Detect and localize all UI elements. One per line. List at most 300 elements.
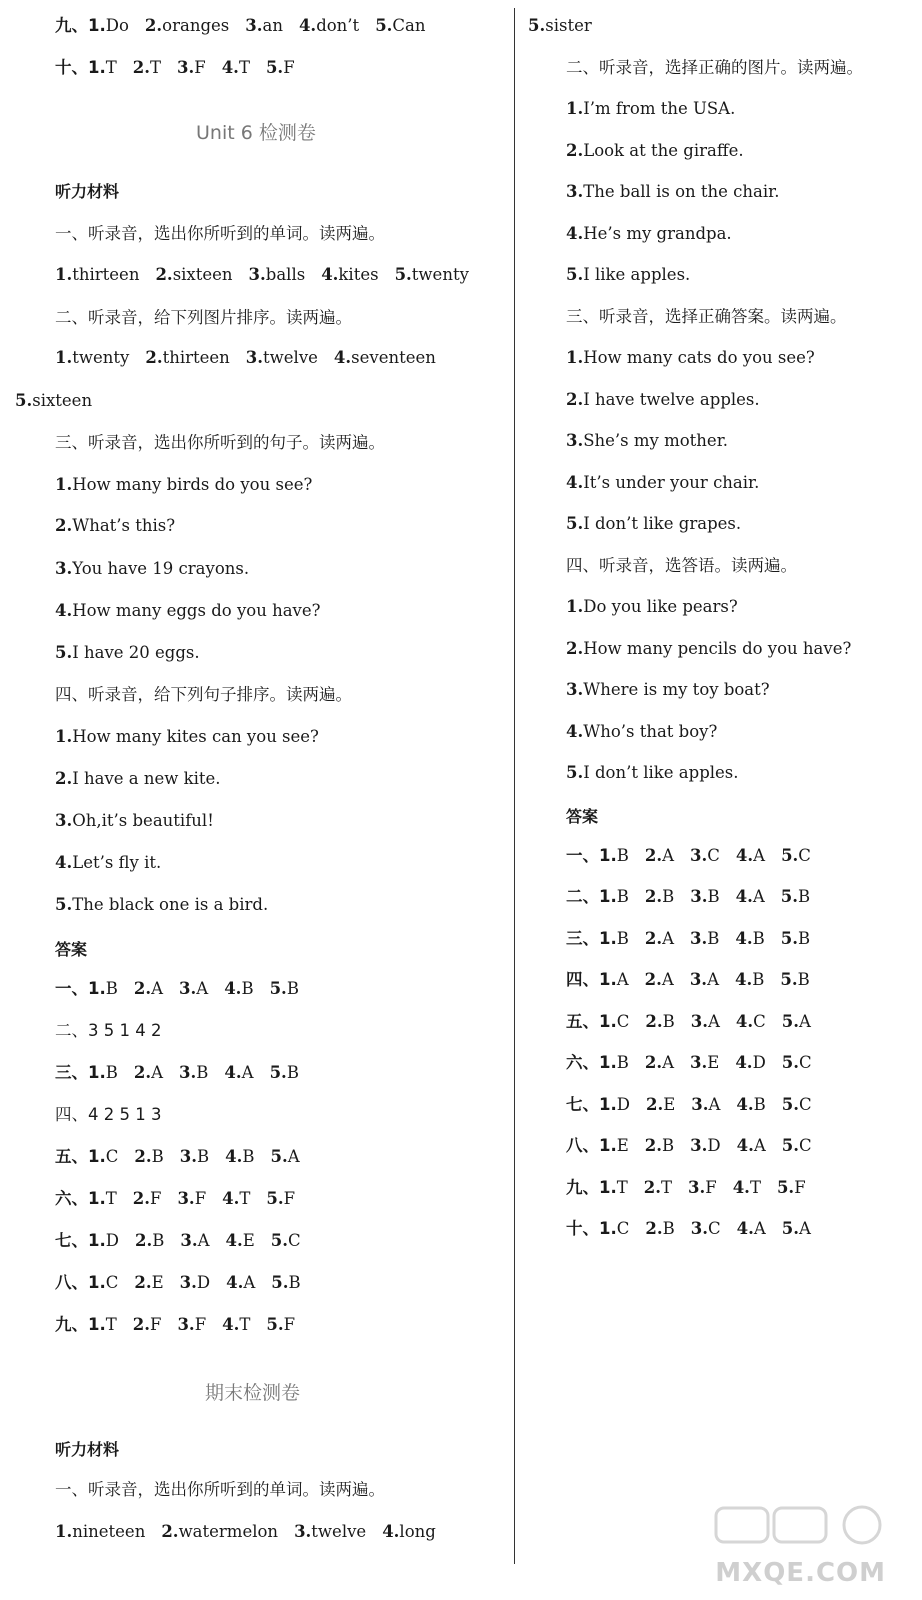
item-text: F [705, 1178, 717, 1197]
item-text: thirteen [162, 348, 230, 367]
item-number: 2. [55, 769, 73, 788]
text-line [566, 970, 810, 990]
text-line [566, 182, 779, 202]
item-text: I like apples. [583, 265, 691, 284]
item-number: 2. [133, 1063, 152, 1082]
final-answers-heading: 答案 [566, 807, 599, 826]
column-divider [514, 8, 515, 1564]
item-text: T [150, 58, 162, 77]
item-text: I have a new kite. [72, 769, 221, 788]
item-number: 1. [55, 475, 73, 494]
item-number: 十、1. [55, 58, 106, 77]
item-number: 七、1. [566, 1095, 617, 1114]
item-text: twelve [263, 348, 318, 367]
item-number: 5. [55, 643, 73, 662]
item-number: 5. [15, 391, 33, 410]
item-number: 1. [55, 348, 73, 367]
item-number: 2. [132, 1315, 150, 1334]
item-text: T [616, 1178, 628, 1197]
item-text: B [616, 1053, 629, 1072]
item-number: 1. [55, 1522, 73, 1541]
item-number: 2. [566, 639, 584, 658]
text-line [566, 1095, 812, 1115]
item-number: 2. [155, 265, 173, 284]
item-text: B [753, 1095, 766, 1114]
item-number: 1. [566, 597, 584, 616]
item-number: 5. [781, 1136, 800, 1155]
item-number: 4. [735, 846, 754, 865]
item-number: 2. [144, 16, 163, 35]
text-line [566, 929, 810, 949]
text-line [566, 639, 851, 659]
text-line [566, 1053, 812, 1073]
item-number: 3. [55, 811, 73, 830]
item-text: What’s this? [72, 516, 176, 535]
item-text: T [239, 1189, 251, 1208]
item-number: 九、1. [566, 1178, 617, 1197]
item-text: twelve [311, 1522, 367, 1541]
text-line [566, 887, 810, 907]
item-number: 5. [270, 1231, 289, 1250]
item-text: B [662, 887, 675, 906]
unit6-title: Unit 6 检测卷 [196, 122, 316, 144]
item-number: 5. [780, 970, 798, 989]
item-number: 2. [133, 979, 152, 998]
item-text: A [151, 979, 164, 998]
item-number: 3. [245, 16, 263, 35]
item-number: 2. [566, 141, 584, 160]
item-text: B [662, 1219, 675, 1238]
item-text: T [105, 1189, 117, 1208]
item-text: Who’s that boy? [583, 722, 718, 741]
item-text: B [798, 887, 811, 906]
final-exam-title: 期末检测卷 [205, 1382, 301, 1404]
item-text: How many pencils do you have? [583, 639, 852, 658]
item-text: sixteen [172, 265, 233, 284]
item-text: How many cats do you see? [583, 348, 815, 367]
item-text: C [799, 1053, 812, 1072]
item-number: 5. [566, 514, 584, 533]
text-line [566, 224, 732, 244]
section-instruction [55, 685, 352, 705]
item-text: an [262, 16, 283, 35]
text-line [566, 390, 760, 410]
item-number: 2. [645, 1219, 663, 1238]
item-number: 3. [566, 182, 584, 201]
text-line [55, 979, 299, 999]
item-number: 3. [179, 1273, 197, 1292]
item-number: 2. [566, 390, 584, 409]
item-text: C [105, 1147, 119, 1166]
item-number: 2. [643, 1178, 661, 1197]
item-text: I don’t like grapes. [583, 514, 742, 533]
item-number: 八、1. [566, 1136, 617, 1155]
item-number: 4. [321, 265, 339, 284]
item-text: Where is my toy boat? [583, 680, 770, 699]
item-number: 4. [736, 1136, 754, 1155]
item-text: B [616, 887, 629, 906]
item-number: 5. [265, 58, 284, 77]
item-text: Let’s fly it. [72, 853, 162, 872]
item-number: 一、1. [566, 846, 617, 865]
item-text: D [707, 1136, 721, 1155]
instruction-text: 四、4 2 5 1 3 [55, 1105, 162, 1124]
item-text: B [286, 979, 299, 998]
text-line [566, 846, 811, 866]
item-text: F [194, 58, 206, 77]
item-number: 4. [735, 1053, 753, 1072]
instruction-text: 四、听录音，选答语。读两遍。 [566, 556, 797, 575]
item-text: A [661, 970, 674, 989]
item-text: A [707, 1012, 720, 1031]
item-text: B [196, 1063, 209, 1082]
item-text: T [661, 1178, 673, 1197]
item-text: don’t [316, 16, 360, 35]
item-number: 1. [566, 99, 584, 118]
item-number: 3. [690, 846, 708, 865]
item-number: 4. [221, 58, 239, 77]
item-text: nineteen [72, 1522, 146, 1541]
item-text: sister [545, 16, 592, 35]
item-number: 六、1. [566, 1053, 617, 1072]
item-text: B [241, 979, 254, 998]
item-number: 3. [179, 1147, 197, 1166]
item-text: balls [265, 265, 306, 284]
item-number: 十、1. [566, 1219, 617, 1238]
item-text: It’s under your chair. [583, 473, 760, 492]
item-text: D [752, 1053, 766, 1072]
text-line [566, 141, 744, 161]
item-text: oranges [162, 16, 230, 35]
item-number: 4. [566, 473, 584, 492]
item-number: 5. [781, 1053, 800, 1072]
item-number: 5. [781, 1012, 799, 1031]
text-line [55, 1231, 301, 1251]
text-line [55, 895, 268, 915]
item-text: B [662, 1012, 675, 1031]
item-number: 2. [644, 1136, 663, 1155]
text-line [566, 680, 770, 700]
text-line [55, 1189, 295, 1209]
text-line [55, 1315, 295, 1335]
text-line [566, 722, 717, 742]
text-line [566, 473, 759, 493]
text-line [566, 265, 690, 285]
item-number: 2. [644, 1053, 663, 1072]
item-text: B [752, 970, 765, 989]
item-number: 九、1. [55, 16, 106, 35]
item-text: B [616, 846, 629, 865]
item-number: 九、1. [55, 1315, 106, 1334]
item-number: 2. [134, 1147, 152, 1166]
item-text: B [152, 1231, 165, 1250]
item-text: F [283, 1315, 296, 1334]
item-number: 5. [776, 1178, 795, 1197]
item-number: 1. [566, 348, 584, 367]
item-number: 5. [781, 846, 799, 865]
text-line [55, 1273, 301, 1293]
item-number: 3. [566, 680, 584, 699]
item-text: A [753, 846, 766, 865]
section-instruction [55, 308, 352, 328]
text-line [55, 348, 436, 368]
item-text: F [283, 58, 295, 77]
item-number: 2. [132, 1189, 150, 1208]
item-number: 2. [645, 1012, 663, 1031]
item-text: A [662, 1053, 675, 1072]
item-text: You have 19 crayons. [72, 559, 250, 578]
item-number: 4. [224, 979, 242, 998]
item-text: F [194, 1315, 207, 1334]
item-number: 3. [177, 1189, 195, 1208]
item-text: C [105, 1273, 119, 1292]
item-text: A [241, 1063, 254, 1082]
item-number: 3. [690, 1012, 708, 1031]
item-number: 4. [226, 1273, 244, 1292]
item-text: B [242, 1147, 255, 1166]
text-line [566, 1178, 806, 1198]
instruction-text: 一、听录音，选出你所听到的单词。读两遍。 [55, 1480, 385, 1499]
item-text: B [286, 1063, 299, 1082]
instruction-text: 二、听录音，给下列图片排序。读两遍。 [55, 308, 352, 327]
item-text: Can [392, 16, 426, 35]
item-text: C [753, 1012, 766, 1031]
item-text: twenty [411, 265, 469, 284]
item-text: B [151, 1147, 164, 1166]
item-number: 3. [179, 1063, 197, 1082]
text-line [566, 763, 739, 783]
item-text: B [707, 929, 720, 948]
text-line [55, 559, 249, 579]
item-text: B [662, 1136, 675, 1155]
text-line [55, 16, 426, 36]
section-instruction [566, 58, 863, 78]
item-number: 5. [266, 1315, 284, 1334]
item-text: B [105, 1063, 118, 1082]
item-number: 4. [298, 16, 317, 35]
text-line [566, 1219, 811, 1239]
item-number: 5. [55, 895, 73, 914]
item-number: 2. [132, 58, 150, 77]
item-number: 1. [55, 727, 73, 746]
item-number: 四、1. [566, 970, 617, 989]
item-text: A [662, 929, 675, 948]
item-number: 六、1. [55, 1189, 106, 1208]
item-number: 三、1. [566, 929, 617, 948]
item-number: 5. [394, 265, 412, 284]
item-text: watermelon [178, 1522, 279, 1541]
text-line [55, 1063, 299, 1083]
text-line [55, 811, 214, 831]
item-number: 4. [55, 853, 73, 872]
item-number: 2. [134, 1273, 152, 1292]
text-line [55, 1147, 300, 1167]
instruction-text: 一、听录音，选出你所听到的单词。读两遍。 [55, 224, 385, 243]
item-text: A [753, 1219, 766, 1238]
item-number: 5. [528, 16, 546, 35]
item-text: B [707, 887, 720, 906]
item-number: 2. [134, 1231, 153, 1250]
item-text: How many birds do you see? [72, 475, 313, 494]
text-line [55, 769, 221, 789]
text-line [528, 16, 592, 36]
section-instruction [55, 1480, 385, 1500]
item-text: F [794, 1178, 806, 1197]
instruction-text: 二、听录音，选择正确的图片。读两遍。 [566, 58, 863, 77]
item-text: A [707, 970, 719, 989]
text-line [15, 391, 92, 411]
item-number: 三、1. [55, 1063, 106, 1082]
item-text: C [798, 846, 811, 865]
item-text: A [708, 1095, 721, 1114]
item-text: A [616, 970, 629, 989]
item-number: 3. [248, 265, 266, 284]
item-number: 3. [180, 1231, 198, 1250]
item-text: B [798, 929, 811, 948]
item-text: I’m from the USA. [583, 99, 736, 118]
item-number: 一、1. [55, 979, 106, 998]
item-text: B [105, 979, 118, 998]
item-text: The black one is a bird. [72, 895, 269, 914]
item-text: E [663, 1095, 676, 1114]
item-number: 4. [566, 224, 584, 243]
watermark-text: MXQE.COM [715, 1558, 886, 1588]
item-text: F [150, 1189, 162, 1208]
instruction-text: 四、听录音，给下列句子排序。读两遍。 [55, 685, 352, 704]
unit6-answers-heading: 答案 [55, 940, 88, 959]
item-text: long [399, 1522, 436, 1541]
item-number: 5. [781, 1219, 799, 1238]
item-text: E [242, 1231, 255, 1250]
item-number: 五、1. [55, 1147, 106, 1166]
item-text: F [283, 1189, 296, 1208]
text-line [566, 348, 815, 368]
item-number: 4. [732, 1178, 750, 1197]
section-instruction [55, 1105, 161, 1125]
item-text: I don’t like apples. [583, 763, 739, 782]
item-number: 3. [690, 1136, 708, 1155]
section-instruction [55, 1021, 161, 1041]
item-text: sixteen [32, 391, 93, 410]
item-text: A [753, 1136, 766, 1155]
item-number: 3. [690, 929, 708, 948]
item-text: C [707, 1219, 721, 1238]
item-number: 3. [688, 1178, 706, 1197]
text-line [55, 643, 200, 663]
item-number: 4. [222, 1189, 240, 1208]
item-text: A [197, 1231, 210, 1250]
item-text: How many eggs do you have? [72, 601, 321, 620]
section-instruction [566, 307, 847, 327]
item-number: 3. [55, 559, 73, 578]
item-number: 4. [333, 348, 352, 367]
item-number: 5. [375, 16, 393, 35]
item-text: He’s my grandpa. [583, 224, 732, 243]
item-text: She’s my mother. [583, 431, 729, 450]
item-number: 五、1. [566, 1012, 617, 1031]
item-text: Do you like pears? [583, 597, 738, 616]
text-line [566, 514, 741, 534]
item-text: I have 20 eggs. [72, 643, 200, 662]
item-text: kites [338, 265, 379, 284]
item-text: B [752, 929, 765, 948]
item-text: D [105, 1231, 119, 1250]
item-number: 2. [645, 1095, 664, 1114]
item-text: C [616, 1012, 630, 1031]
item-text: B [797, 970, 810, 989]
item-text: thirteen [72, 265, 140, 284]
item-number: 4. [734, 970, 753, 989]
item-number: 3. [689, 970, 708, 989]
item-number: 4. [736, 1219, 754, 1238]
item-text: A [752, 887, 765, 906]
item-number: 3. [690, 1219, 708, 1238]
item-text: The ball is on the chair. [583, 182, 780, 201]
item-number: 1. [55, 265, 73, 284]
item-text: A [243, 1273, 256, 1292]
item-text: A [151, 1063, 164, 1082]
item-text: A [287, 1147, 300, 1166]
text-line [55, 727, 319, 747]
text-line [566, 99, 735, 119]
item-number: 4. [224, 1063, 242, 1082]
text-line [566, 431, 728, 451]
item-text: How many kites can you see? [72, 727, 319, 746]
item-text: E [151, 1273, 164, 1292]
item-number: 4. [735, 1012, 754, 1031]
item-number: 5. [269, 979, 287, 998]
item-text: seventeen [351, 348, 436, 367]
item-number: 4. [735, 929, 753, 948]
item-number: 2. [55, 516, 73, 535]
item-text: E [707, 1053, 720, 1072]
item-number: 3. [566, 431, 584, 450]
item-number: 七、1. [55, 1231, 106, 1250]
item-text: I have twelve apples. [583, 390, 760, 409]
item-number: 3. [690, 1053, 708, 1072]
text-line [55, 853, 161, 873]
item-number: 2. [644, 970, 662, 989]
text-line [566, 1012, 811, 1032]
item-number: 4. [566, 722, 584, 741]
item-text: twenty [72, 348, 130, 367]
item-number: 4. [736, 1095, 754, 1114]
item-number: 5. [269, 1063, 287, 1082]
item-text: C [707, 846, 720, 865]
item-text: D [616, 1095, 630, 1114]
instruction-text: 二、3 5 1 4 2 [55, 1021, 162, 1040]
item-text: Oh,it’s beautiful! [72, 811, 214, 830]
item-text: E [616, 1136, 629, 1155]
item-text: B [196, 1147, 210, 1166]
item-number: 4. [735, 887, 753, 906]
item-text: T [749, 1178, 761, 1197]
item-text: B [616, 929, 629, 948]
item-number: 4. [225, 1147, 243, 1166]
item-number: 4. [222, 1315, 240, 1334]
item-text: T [238, 58, 250, 77]
item-text: B [288, 1273, 301, 1292]
item-text: C [799, 1136, 812, 1155]
item-number: 5. [780, 929, 799, 948]
item-number: 3. [177, 58, 195, 77]
item-text: A [196, 979, 209, 998]
item-number: 2. [644, 846, 663, 865]
item-text: Look at the giraffe. [583, 141, 744, 160]
text-line [55, 516, 175, 536]
text-line [55, 58, 295, 78]
item-text: T [239, 1315, 251, 1334]
